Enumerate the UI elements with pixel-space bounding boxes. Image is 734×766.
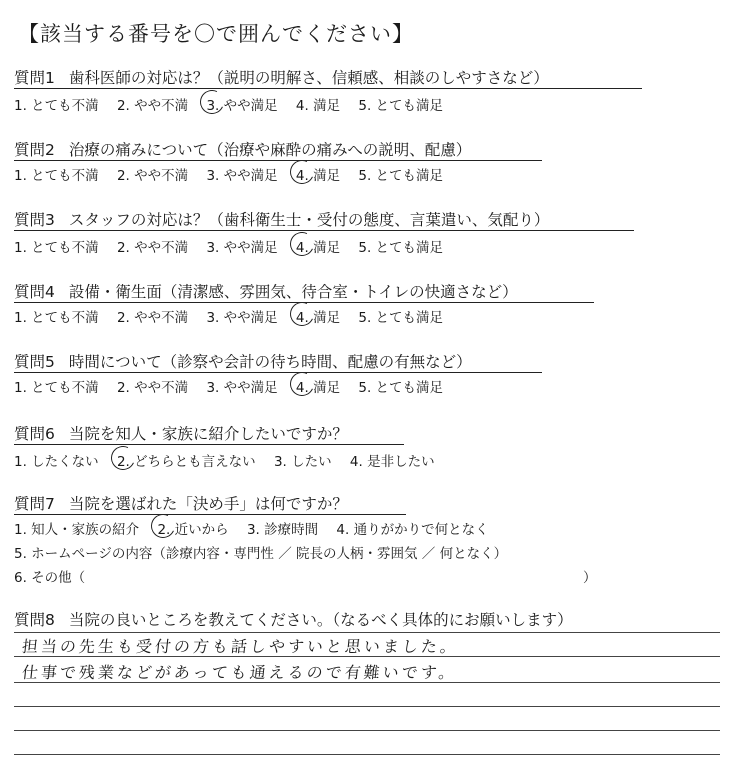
question-7: [14, 492, 348, 514]
option-2-selected[interactable]: 2. 近いから: [157, 518, 228, 538]
answer-line: [14, 754, 720, 755]
question-number: 質問5: [14, 353, 55, 371]
question-1: [14, 66, 549, 88]
page-header: 【該当する番号を〇で囲んでください】: [18, 22, 414, 46]
option-5[interactable]: 5. とても満足: [358, 98, 444, 114]
answer-line: [14, 632, 720, 633]
option-4[interactable]: 4. 満足: [295, 98, 341, 114]
option-5-homepage[interactable]: 5. ホームページの内容（診療内容・専門性 ／ 院長の人柄・雰囲気 ／ 何となく）: [14, 546, 508, 562]
question-1-options: [14, 94, 457, 114]
question-number: 質問7: [14, 495, 55, 513]
option-4[interactable]: 4. 是非したい: [349, 454, 435, 470]
question-underline: [14, 372, 542, 373]
question-6-options: [14, 450, 449, 470]
question-5: [14, 350, 472, 372]
option-1[interactable]: 1. とても不満: [14, 380, 99, 396]
question-number: 質問6: [14, 425, 55, 443]
option-1[interactable]: 1. 知人・家族の紹介: [14, 522, 140, 538]
option-3-selected[interactable]: 3. やや満足: [206, 94, 277, 114]
question-number: 質問3: [14, 211, 55, 229]
question-underline: [14, 160, 542, 161]
question-2-options: [14, 164, 457, 184]
question-underline: [14, 230, 634, 231]
option-3[interactable]: 3. やや満足: [206, 310, 278, 326]
question-number: 質問8: [14, 611, 55, 629]
option-4-selected[interactable]: 4. 満足: [296, 164, 340, 184]
question-number: 質問1: [14, 69, 55, 87]
question-number: 質問2: [14, 141, 55, 159]
option-3[interactable]: 3. 診療時間: [246, 522, 319, 538]
question-4: [14, 280, 518, 302]
option-3[interactable]: 3. したい: [273, 454, 332, 470]
question-underline: [14, 514, 406, 515]
answer-line: [14, 730, 720, 731]
option-2-selected[interactable]: 2. どちらとも言えない: [117, 450, 256, 470]
question-2: [14, 138, 471, 160]
answer-line: [14, 682, 720, 683]
option-2[interactable]: 2. やや不満: [116, 98, 189, 114]
question-text: 歯科医師の対応は？（説明の明解さ、信頼感、相談のしやすさなど）: [68, 69, 549, 87]
question-text: スタッフの対応は？（歯科衛生士・受付の態度、言葉遣い、気配り）: [68, 211, 550, 229]
option-5[interactable]: 5. とても満足: [358, 168, 444, 184]
option-3[interactable]: 3. やや満足: [206, 240, 278, 256]
option-1[interactable]: 1. とても不満: [14, 240, 99, 256]
question-text: 設備・衛生面（清潔感、雰囲気、待合室・トイレの快適さなど）: [68, 283, 518, 301]
question-number: 質問4: [14, 283, 55, 301]
option-4[interactable]: 4. 通りがかりで何となく: [336, 522, 489, 538]
answer-line: [14, 706, 720, 707]
question-6: [14, 422, 348, 444]
option-1[interactable]: 1. とても不満: [14, 98, 99, 114]
handwritten-answer-line-2: 仕事で残業などがあっても通えるので有難いです。: [20, 663, 459, 682]
handwritten-answer-line-1: 担当の先生も受付の方も話しやすいと思いました。: [20, 637, 460, 656]
option-4-selected[interactable]: 4. 満足: [296, 306, 340, 326]
option-3[interactable]: 3. やや満足: [206, 168, 278, 184]
answer-line: [14, 656, 720, 657]
option-1[interactable]: 1. したくない: [14, 454, 99, 470]
question-4-options: [14, 306, 457, 326]
option-2[interactable]: 2. やや不満: [116, 168, 189, 184]
question-3: [14, 208, 549, 230]
option-1[interactable]: 1. とても不満: [14, 310, 99, 326]
option-2[interactable]: 2. やや不満: [116, 380, 189, 396]
option-2[interactable]: 2. やや不満: [116, 240, 189, 256]
option-6-close-paren: ）: [583, 570, 597, 586]
question-8: [14, 608, 573, 630]
option-3[interactable]: 3. やや満足: [206, 380, 278, 396]
question-underline: [14, 88, 642, 89]
option-1[interactable]: 1. とても不満: [14, 168, 99, 184]
question-text: 当院を選ばれた「決め手」は何ですか？: [68, 495, 348, 513]
question-3-options: [14, 236, 457, 256]
question-underline: [14, 444, 404, 445]
option-6-other[interactable]: 6. その他（: [14, 570, 86, 586]
option-5[interactable]: 5. とても満足: [358, 240, 444, 256]
option-4-selected[interactable]: 4. 満足: [296, 376, 340, 396]
option-5[interactable]: 5. とても満足: [358, 310, 444, 326]
question-5-options: [14, 376, 457, 396]
question-text: 治療の痛みについて（治療や麻酔の痛みへの説明、配慮）: [68, 141, 472, 159]
question-text: 時間について（診察や会計の待ち時間、配慮の有無など）: [68, 353, 472, 371]
question-text: 当院を知人・家族に紹介したいですか？: [68, 425, 348, 443]
question-text: 当院の良いところを教えてください。（なるべく具体的にお願いします）: [68, 611, 573, 629]
option-4-selected[interactable]: 4. 満足: [296, 236, 340, 256]
option-2[interactable]: 2. やや不満: [116, 310, 189, 326]
question-7-options: [14, 518, 503, 538]
option-5[interactable]: 5. とても満足: [358, 380, 444, 396]
